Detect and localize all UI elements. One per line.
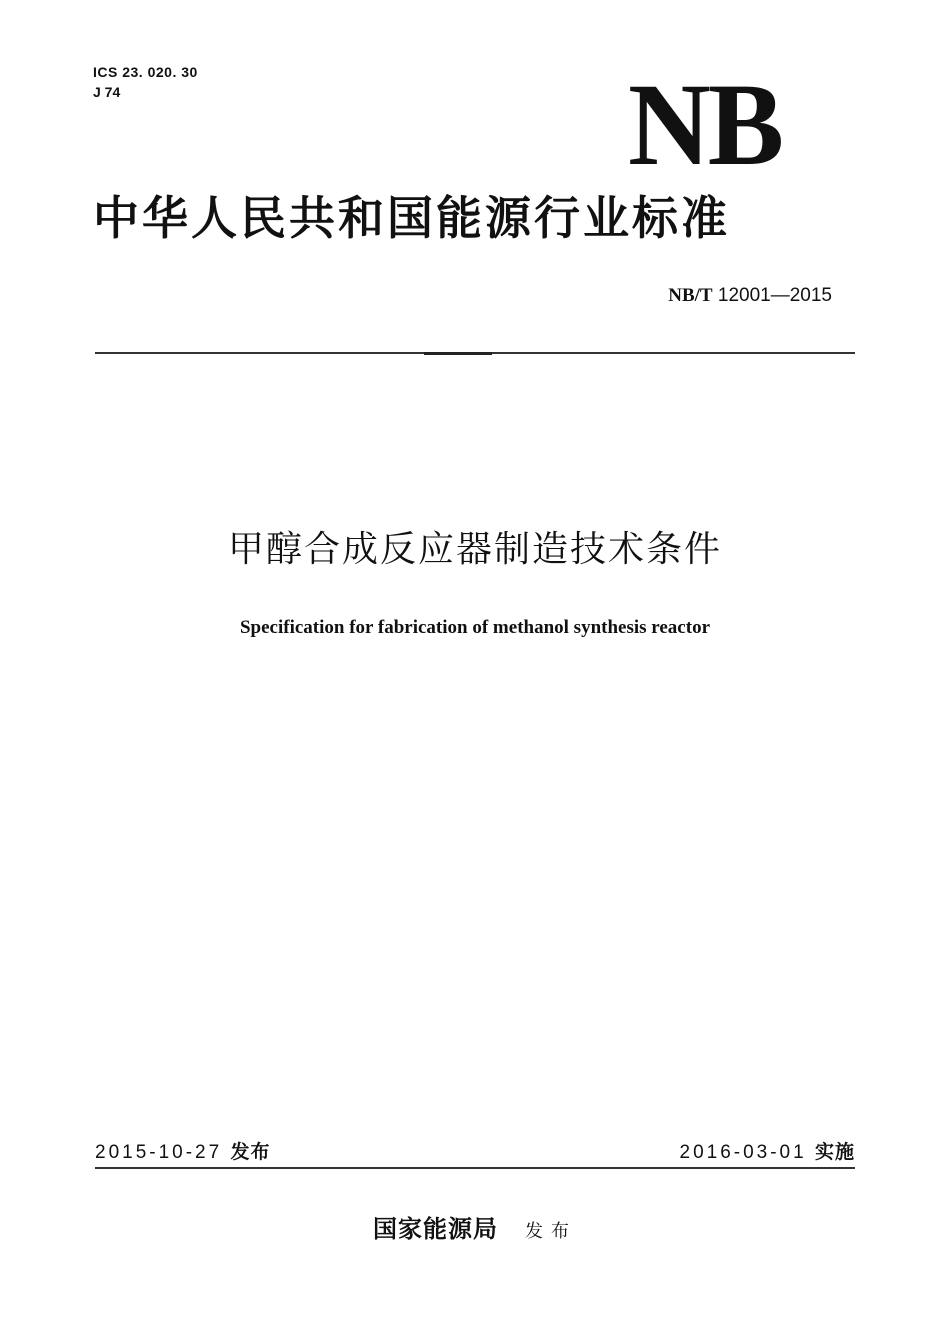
standard-number-prefix: NB/T xyxy=(668,285,713,306)
issue-label: 发布 xyxy=(230,1141,271,1163)
bottom-divider xyxy=(95,1167,855,1169)
standard-type-heading: 中华人民共和国能源行业标准 xyxy=(93,191,730,245)
issuer-action: 发布 xyxy=(525,1221,578,1242)
document-title-english: Specification for fabrication of methanol synthesis reactor xyxy=(239,617,711,638)
ics-code: ICS 23. 020. 30 xyxy=(93,64,198,80)
implementation-label: 实施 xyxy=(814,1141,855,1163)
top-divider-mark xyxy=(424,352,492,355)
issue-date: 2015-10-27 xyxy=(95,1142,223,1163)
classification-code: J 74 xyxy=(93,84,121,100)
issuer-line xyxy=(0,1212,950,1249)
issue-date-line xyxy=(95,1140,271,1165)
document-title-chinese: 甲醇合成反应器制造技术条件 xyxy=(227,529,722,570)
nb-logo: NB xyxy=(628,59,782,190)
issuer-name: 国家能源局 xyxy=(372,1214,498,1243)
standard-number-value: 12001—2015 xyxy=(717,285,832,306)
standard-number xyxy=(668,285,832,307)
implementation-date-line xyxy=(680,1140,856,1165)
implementation-date: 2016-03-01 xyxy=(679,1142,807,1163)
